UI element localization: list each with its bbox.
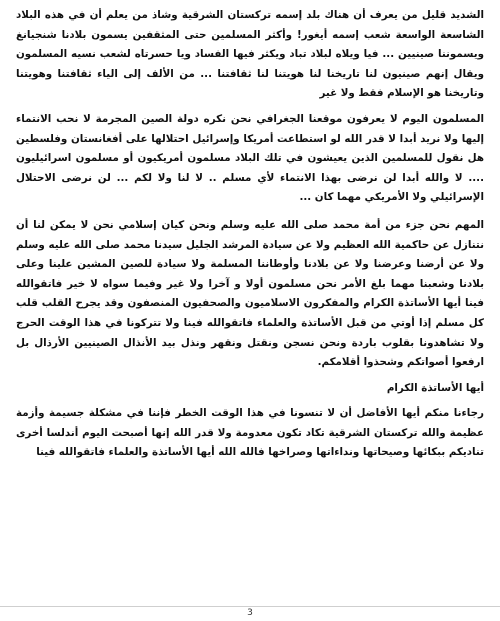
section-heading: أيها الأساتذة الكرام bbox=[386, 381, 484, 394]
paragraph-2: المسلمون اليوم لا يعرفون موقعنا الجغرافي نحن نكره دولة الصين المجرمة لا نحب الانتماء إليها ولا نريد أبدا لا قدر الله لو استطاعت أمريكا وإسرائيل احتلالها على أفغانستان وفلسطين هل نقول للمسلمين الذين يعيشون في تلك البلاد مسلمون أمريكيون أو مسلمون اسرائيليون .... لا والله أبدا لن نرضى بهذا الانتماء لأي مسلم .. لا لنا ولا لكم ... لن نرضى الاحتلال الإسرائيلي ولا الأمريكي مهما كان ... bbox=[16, 112, 484, 204]
paragraph-1: الشديد قليل من يعرف أن هناك بلد إسمه تركستان الشرقية وشاذ من يعلم أن في هذه البلاد الشاسعة الواسعة شعب إسمه أيغور! وأكثر المسلمين حتى المثقفين يسمون بلادنا شنجيانغ ويسموننا صينيين ... فيا ويلاه لبلاد تباد ويكثر فيها الفساد ويا حسرتاه لشعب نسيه المسلمون ويقال إنهم صينيون لنا تاريخنا لنا هويتنا لنا ثقافتنا ... من الألف إلى الياء ثقافتنا وهويتنا وتاريخنا هو الإسلام فقط ولا غير bbox=[16, 9, 484, 100]
page-number: 3 bbox=[247, 608, 253, 618]
document-body bbox=[16, 6, 484, 463]
paragraph-4: رجاءنا منكم أيها الأفاضل أن لا تنسونا في هذا الوقت الخطر فإننا في مشكلة جسيمة وأزمة عظيمة والله تركستان الشرقية تكاد تكون معدومة ولا قدر الله إنها أصبحت اليوم أندلسا أخرى تناديكم ببكائها وصيحاتها ونداءاتها وصراخها فالله الله أيها الأساتذة والعلماء فاتقوالله فينا bbox=[16, 407, 484, 459]
footer-divider bbox=[0, 606, 500, 607]
paragraph-3: المهم نحن جزء من أمة محمد صلى الله عليه وسلم ونحن كيان إسلامي نحن لا يمكن لنا أن نتنازل عن حاكمية الله العظيم ولا عن سيادة المرشد الجليل سيدنا محمد صلى الله عليه وسلم ولا عن أرضنا وعرضنا ولا عن بلادنا وأوطاننا المسلمة ولا سيادة للصين المشين علينا وعلى بلادنا وشعبنا مهما بلغ الأمر نحن مسلمون أولا و آخرا ولا غير وفيما سواه لا خير فاتقوالله فينا أيها الأساتذة الكرام والمفكرون الاسلاميون والصحفيون المنصفون وقد يجرح القلب قلب كل مسلم إذا أوتي من قبل الأساتذة والعلماء فاتقوالله فينا ولا تتركونا في هذا الوقت الحرج ولا تشاهدونا بقلوب باردة ونحن نسجن ونقتل ونقهر ونذل بيد الأنذال الصينيين الأرذال بل ارفعوا أصواتكم وشحذوا أقلامكم. bbox=[16, 218, 484, 369]
